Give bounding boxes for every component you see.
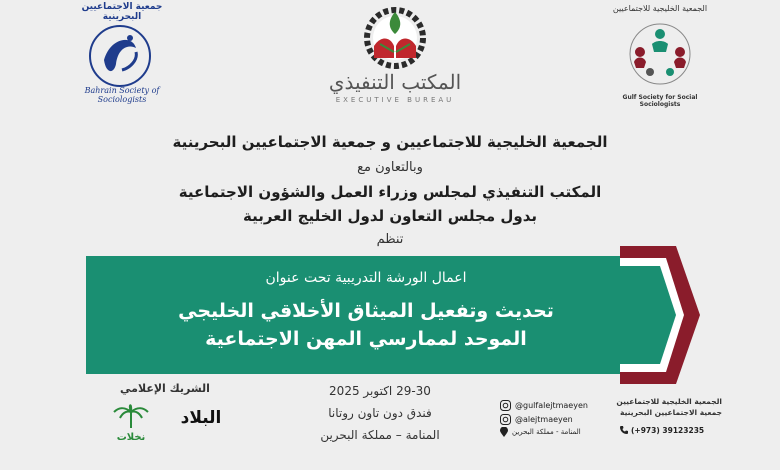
instagram-row-1[interactable] [500,398,620,412]
instagram-row-2[interactable] [500,412,620,426]
gulf-logo-arabic: الجمعية الخليجية للاجتماعيين [612,4,708,13]
phone-row [620,424,720,436]
location-text: المنامة - مملكة البحرين [512,428,581,436]
executive-logo-arabic: المكتب التنفيذي [328,70,462,94]
event-date: 29-30 اكتوبر 2025 [329,384,431,398]
instagram-icon [500,400,511,411]
instagram-icon [500,414,511,425]
cooperation-line: وبالتعاون مع [357,160,423,175]
organizers-line: الجمعية الخليجية للاجتماعيين و جمعية الاجتماعيين البحرينية [172,133,608,151]
bahrain-logo-arabic: جمعية الاجتماعيين البحرينية [81,2,163,22]
instagram-handle-2[interactable]: @alejtmaeyen [515,414,573,424]
nakhlat-logo [106,402,156,443]
phone-number: (+973) 39123235 [631,425,705,435]
location-pin-icon [500,427,508,437]
event-venue: فندق دون تاون روتانا [328,406,432,420]
nakhlat-logo-text: نخلات [116,432,146,443]
instagram-handle-1[interactable]: @gulfalejtmaeyen [515,400,588,410]
workshop-title-line1: تحديث وتفعيل الميثاق الأخلاقي الخليجي [178,300,554,322]
phone-icon [620,426,628,434]
palm-tree-icon [106,402,156,428]
gulf-society-logo [610,12,710,102]
contact-org-1: الجمعية الخليجية للاجتماعيين [616,397,722,406]
gulf-logo-english: Gulf Society for Social Sociologists [622,94,698,108]
people-circle-emblem-icon [610,12,710,102]
contact-org-2: جمعية الاجتماعيين البحرينية [620,408,722,417]
media-partner-label: الشريك الإعلامي [120,382,210,395]
gear-leaf-emblem-icon [350,2,440,74]
bahrain-logo-english: Bahrain Society of Sociologists [84,86,160,104]
banner-intro: اعمال الورشة التدريبية تحت عنوان [265,270,467,286]
location-row [500,426,610,438]
executive-bureau-logo [350,2,440,74]
organize-line: تنظم [376,232,404,247]
albilad-logo: البلاد [180,408,222,428]
gcc-line: بدول مجلس التعاون لدول الخليج العربية [243,207,537,225]
executive-logo-english: EXECUTIVE BUREAU [335,96,455,104]
workshop-title-line2: الموحد لممارسي المهن الاجتماعية [205,328,527,350]
bureau-line: المكتب التنفيذي لمجلس وزراء العمل والشؤون الاجتماعية [178,183,602,201]
event-city: المنامة – مملكة البحرين [320,428,440,442]
